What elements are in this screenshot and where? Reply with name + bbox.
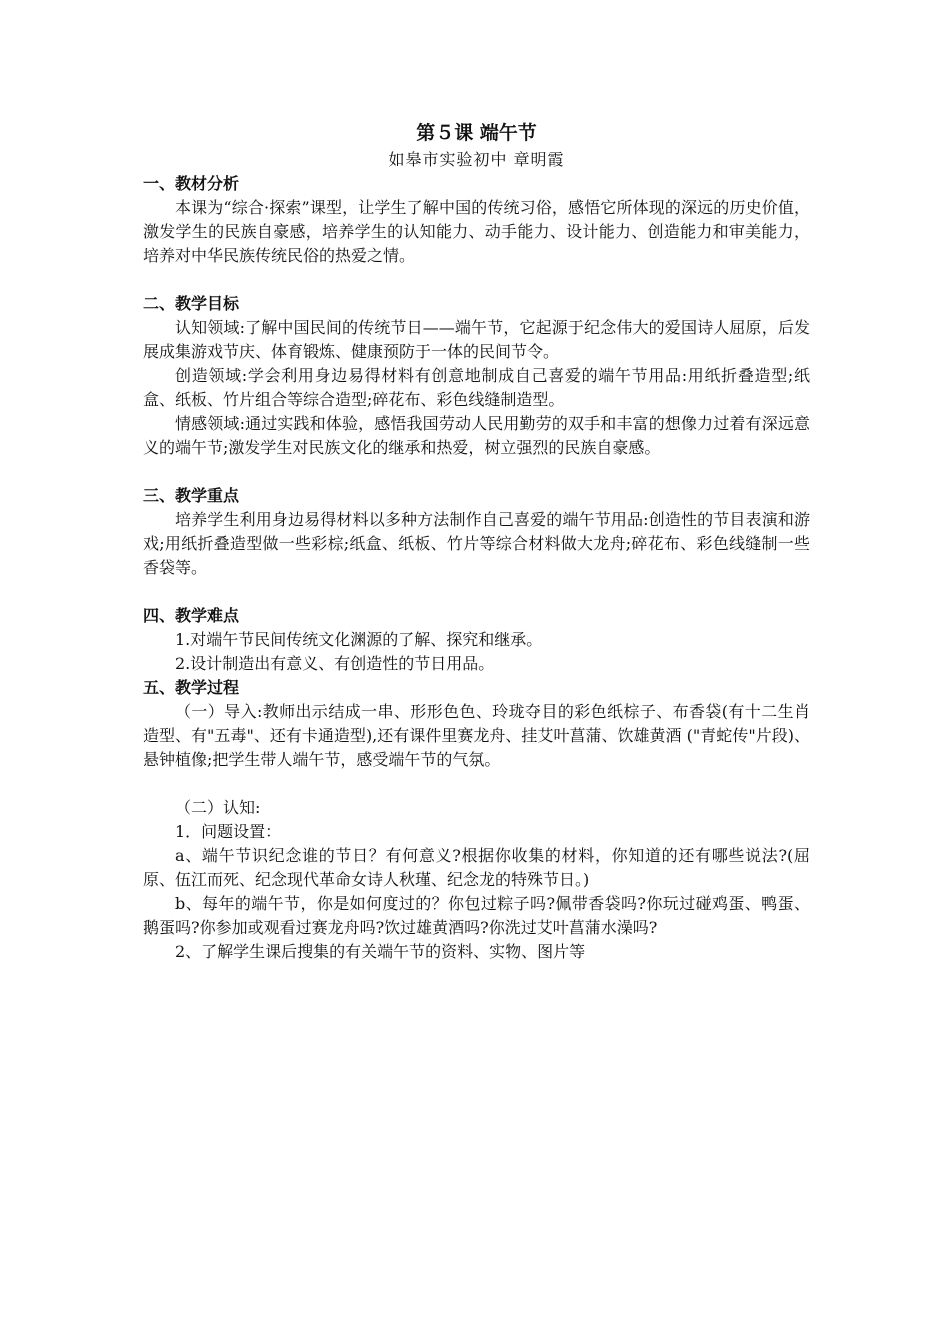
process-item: 2、了解学生课后搜集的有关端午节的资料、实物、图片等 [175, 942, 586, 961]
section-teaching-process [143, 676, 810, 772]
section-key-points [143, 484, 810, 580]
process-item: a、端午节识纪念谁的节日？有何意义?根据你收集的材料，你知道的还有哪些说法?(屈原、伍江而死、纪念现代革命女诗人秋瑾、纪念龙的特殊节日。) [143, 846, 810, 889]
document-page [143, 118, 810, 964]
spacer [143, 580, 810, 604]
section-teaching-goals [143, 292, 810, 460]
section-difficulties [143, 604, 810, 676]
section-paragraph: 情感领域:通过实践和体验，感悟我国劳动人民用勤劳的双手和丰富的想像力过着有深远意义的端午节;激发学生对民族文化的继承和热爱，树立强烈的民族自豪感。 [143, 414, 810, 457]
section-paragraph: （一）导入:教师出示结成一串、形形色色、玲珑夺目的彩色纸棕子、布香袋(有十二生肖造型、有"五毒"、还有卡通造型),还有课件里赛龙舟、挂艾叶菖蒲、饮雄黄酒 ("青蛇传"片段)、悬钟植像;把学生带人端午节，感受端午节的气氛。 [143, 702, 810, 769]
section-heading: 一、教材分析 [143, 174, 240, 193]
section-heading: 三、教学重点 [143, 486, 240, 505]
section-paragraph: 1.对端午节民间传统文化渊源的了解、探究和继承。 [175, 630, 543, 649]
spacer [143, 460, 810, 484]
section-heading: 二、教学目标 [143, 294, 240, 313]
section-heading: 五、教学过程 [143, 678, 240, 697]
section-textbook-analysis [143, 172, 810, 268]
section-paragraph: 认知领域:了解中国民间的传统节日——端午节，它起源于纪念伟大的爱国诗人屈原，后发展成集游戏节庆、体育锻炼、健康预防于一体的民间节令。 [143, 318, 810, 361]
process-item: 1．问题设置： [175, 822, 282, 841]
spacer [143, 268, 810, 292]
process-subheading: （二）认知: [175, 798, 261, 817]
section-paragraph: 创造领域:学会利用身边易得材料有创意地制成自己喜爱的端午节用品:用纸折叠造型;纸盒、纸板、竹片组合等综合造型;碎花布、彩色线缝制造型。 [143, 366, 810, 409]
document-author: 如皋市实验初中 章明霞 [388, 150, 565, 169]
section-paragraph: 培养学生利用身边易得材料以多种方法制作自己喜爱的端午节用品:创造性的节目表演和游戏;用纸折叠造型做一些彩棕;纸盒、纸板、竹片等综合材料做大龙舟;碎花布、彩色线缝制一些香袋等。 [143, 510, 810, 577]
document-title: 第５课 端午节 [416, 122, 537, 144]
section-paragraph: 本课为“综合·探索”课型，让学生了解中国的传统习俗，感悟它所体现的深远的历史价值，激发学生的民族自豪感，培养学生的认知能力、动手能力、设计能力、创造能力和审美能力，培养对中华民族传统民俗的热爱之情。 [143, 198, 810, 265]
section-cognition [143, 796, 810, 964]
process-item: b、每年的端午节，你是如何度过的？你包过粽子吗?佩带香袋吗?你玩过碰鸡蛋、鸭蛋、鹅蛋吗?你参加或观看过赛龙舟吗?饮过雄黄酒吗?你洗过艾叶菖蒲水澡吗? [143, 894, 810, 937]
section-paragraph: 2.设计制造出有意义、有创造性的节日用品。 [175, 654, 495, 673]
spacer [143, 772, 810, 796]
section-heading: 四、教学难点 [143, 606, 240, 625]
